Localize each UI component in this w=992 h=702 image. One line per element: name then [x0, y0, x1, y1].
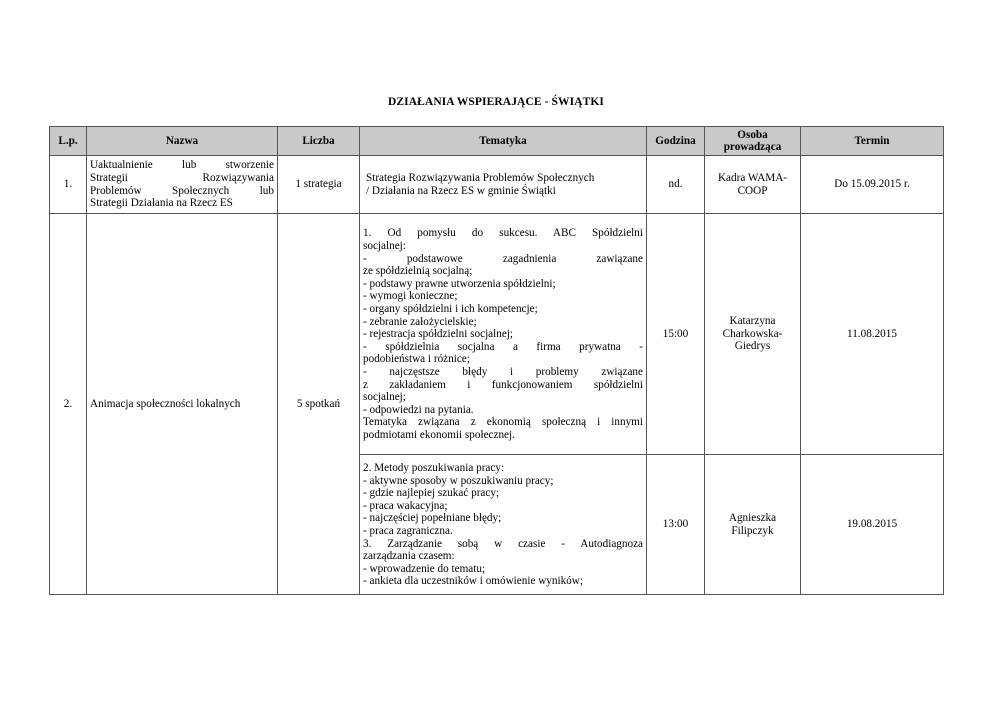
row2-session-a-termin: 11.08.2015 [801, 214, 944, 455]
row2-liczba: 5 spotkań [278, 214, 360, 595]
tematyka-line: - najczęstsze błędy i problemy związane [363, 365, 643, 378]
row2-nazwa: Animacja społeczności lokalnych [87, 214, 278, 595]
tematyka-line: - gdzie najlepiej szukać pracy; [363, 487, 500, 500]
table-row [50, 156, 944, 214]
row2-session-b-tematyka [360, 455, 647, 595]
row1-termin: Do 15.09.2015 r. [801, 156, 944, 214]
row1-lp: 1. [50, 156, 87, 214]
tematyka-line: - odpowiedzi na pytania. [363, 403, 474, 416]
tematyka-line: - rejestracja spółdzielni socjalnej; [363, 328, 514, 341]
tematyka-line: - najczęściej popełniane błędy; [363, 512, 502, 525]
row1-tematyka [360, 156, 647, 214]
tematyka-line: - podstawy prawne utworzenia spółdzielni; [363, 277, 556, 290]
tematyka-line: - aktywne sposoby w poszukiwaniu pracy; [363, 474, 554, 487]
header-termin: Termin [801, 127, 944, 156]
header-osoba: Osoba prowadząca [705, 127, 801, 156]
row1-nazwa-line: Strategii Rozwiązywania [90, 171, 274, 184]
header-nazwa: Nazwa [87, 127, 278, 156]
tematyka-line: - spółdzielnia socjalna a firma prywatna - [363, 340, 643, 353]
tematyka-line: z zakładaniem i funkcjonowaniem spółdzielni [363, 378, 643, 391]
row1-tematyka-line: Strategia Rozwiązywania Problemów Społecznych [366, 171, 595, 184]
tematyka-line: 2. Metody poszukiwania pracy: [363, 462, 505, 475]
header-tematyka: Tematyka [360, 127, 647, 156]
table-header-row [50, 127, 944, 156]
tematyka-line: 1. Od pomysłu do sukcesu. ABC Spółdzielni [363, 227, 643, 240]
row2-session-b-termin: 19.08.2015 [801, 455, 944, 595]
table-row [50, 214, 944, 455]
tematyka-line: - wymogi konieczne; [363, 290, 458, 303]
tematyka-line: podobieństwa i różnice; [363, 353, 470, 366]
row2-session-a-godzina: 15:00 [647, 214, 705, 455]
tematyka-line: - organy spółdzielni i ich kompetencje; [363, 303, 538, 316]
tematyka-line: 3. Zarządzanie sobą w czasie - Autodiagnoza [363, 537, 643, 550]
row1-tematyka-line: / Działania na Rzecz ES w gminie Świątki [366, 184, 556, 197]
row2-session-b-godzina: 13:00 [647, 455, 705, 595]
row1-osoba: Kadra WAMA-COOP [705, 156, 801, 214]
row1-nazwa [87, 156, 278, 214]
tematyka-line: Tematyka związana z ekonomią społeczną i innymi [363, 416, 643, 429]
osoba-line: Giedrys [734, 340, 771, 353]
tematyka-line: - podstawowe zagadnienia zawiązane [363, 252, 643, 265]
tematyka-line: - zebranie założycielskie; [363, 315, 477, 328]
osoba-line: Charkowska- [722, 327, 783, 340]
schedule-table [49, 126, 944, 595]
tematyka-line: socjalnej: [363, 240, 406, 253]
row2-session-a-osoba [705, 214, 801, 455]
osoba-line: Katarzyna [729, 315, 776, 328]
row2-session-b-osoba [705, 455, 801, 595]
tematyka-line: - ankieta dla uczestników i omówienie wyników; [363, 575, 583, 588]
tematyka-line: podmiotami ekonomii społecznej. [363, 428, 515, 441]
tematyka-line: zarządzania czasem: [363, 550, 455, 563]
tematyka-line: - praca wakacyjna; [363, 499, 448, 512]
tematyka-line: ze spółdzielnią socjalną; [363, 265, 473, 278]
tematyka-line: - wprowadzenie do tematu; [363, 562, 486, 575]
tematyka-line: socjalnej; [363, 391, 406, 404]
header-lp: L.p. [50, 127, 87, 156]
row1-godzina: nd. [647, 156, 705, 214]
row2-session-a-tematyka [360, 214, 647, 455]
row2-lp: 2. [50, 214, 87, 595]
tematyka-line: - praca zagraniczna. [363, 525, 453, 537]
row1-liczba: 1 strategia [278, 156, 360, 214]
row1-nazwa-line: Uaktualnienie lub stworzenie [90, 159, 274, 172]
row1-nazwa-line: Strategii Działania na Rzecz ES [90, 197, 233, 210]
document-title: DZIAŁANIA WSPIERAJĄCE - ŚWIĄTKI [387, 96, 604, 108]
header-liczba: Liczba [278, 127, 360, 156]
osoba-line: Agnieszka [728, 511, 777, 524]
row1-nazwa-line: Problemów Społecznych lub [90, 184, 274, 197]
header-godzina: Godzina [647, 127, 705, 156]
osoba-line: Filipczyk [731, 524, 774, 537]
